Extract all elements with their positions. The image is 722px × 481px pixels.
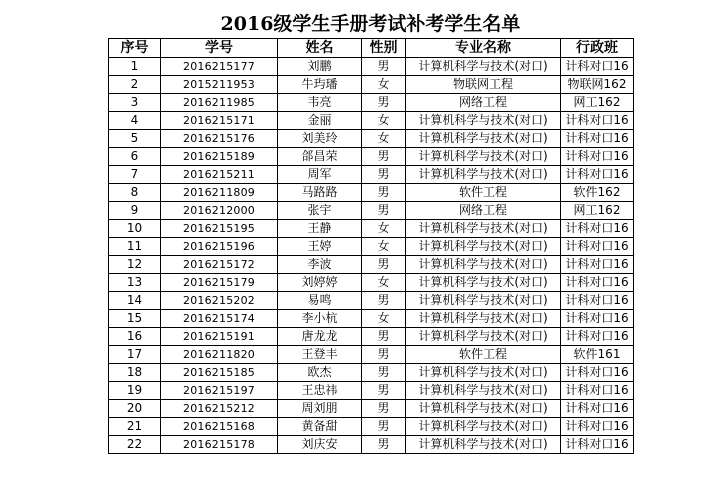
cell-major[interactable]: 计算机科学与技术(对口) bbox=[406, 436, 561, 454]
column-header-student-id[interactable]: 学号 bbox=[161, 39, 278, 58]
cell-class[interactable]: 计科对口16 bbox=[561, 310, 634, 328]
cell-gender[interactable]: 男 bbox=[362, 58, 406, 76]
cell-class[interactable]: 计科对口16 bbox=[561, 292, 634, 310]
cell-class[interactable]: 计科对口16 bbox=[561, 418, 634, 436]
cell-name[interactable]: 李小杭 bbox=[278, 310, 362, 328]
cell-gender[interactable]: 男 bbox=[362, 436, 406, 454]
cell-no[interactable]: 3 bbox=[109, 94, 161, 112]
cell-no[interactable]: 1 bbox=[109, 58, 161, 76]
cell-student-id[interactable]: 2016215189 bbox=[161, 148, 278, 166]
cell-name[interactable]: 欧杰 bbox=[278, 364, 362, 382]
cell-student-id[interactable]: 2016215177 bbox=[161, 58, 278, 76]
cell-class[interactable]: 计科对口16 bbox=[561, 274, 634, 292]
table-row bbox=[109, 328, 634, 346]
cell-major[interactable]: 软件工程 bbox=[406, 346, 561, 364]
table-row bbox=[109, 292, 634, 310]
cell-major[interactable]: 计算机科学与技术(对口) bbox=[406, 328, 561, 346]
cell-name[interactable]: 王忠祎 bbox=[278, 382, 362, 400]
cell-student-id[interactable]: 2015211953 bbox=[161, 76, 278, 94]
cell-major[interactable]: 计算机科学与技术(对口) bbox=[406, 130, 561, 148]
cell-gender[interactable]: 女 bbox=[362, 310, 406, 328]
cell-student-id[interactable]: 2016212000 bbox=[161, 202, 278, 220]
cell-name[interactable]: 周刘朋 bbox=[278, 400, 362, 418]
cell-student-id[interactable]: 2016215195 bbox=[161, 220, 278, 238]
cell-name[interactable]: 易鸣 bbox=[278, 292, 362, 310]
cell-no[interactable]: 12 bbox=[109, 256, 161, 274]
table-row bbox=[109, 76, 634, 94]
cell-no[interactable]: 9 bbox=[109, 202, 161, 220]
cell-no[interactable]: 7 bbox=[109, 166, 161, 184]
table-row bbox=[109, 202, 634, 220]
cell-class[interactable]: 计科对口16 bbox=[561, 148, 634, 166]
table-row bbox=[109, 94, 634, 112]
cell-student-id[interactable]: 2016215176 bbox=[161, 130, 278, 148]
cell-no[interactable]: 21 bbox=[109, 418, 161, 436]
cell-gender[interactable]: 女 bbox=[362, 238, 406, 256]
cell-major[interactable]: 计算机科学与技术(对口) bbox=[406, 418, 561, 436]
cell-major[interactable]: 计算机科学与技术(对口) bbox=[406, 400, 561, 418]
cell-class[interactable]: 网工162 bbox=[561, 94, 634, 112]
cell-no[interactable]: 14 bbox=[109, 292, 161, 310]
cell-name[interactable]: 马路路 bbox=[278, 184, 362, 202]
cell-name[interactable]: 韦亮 bbox=[278, 94, 362, 112]
makeup-exam-roster-table bbox=[108, 38, 634, 454]
table-row bbox=[109, 436, 634, 454]
cell-student-id[interactable]: 2016215172 bbox=[161, 256, 278, 274]
column-header-name[interactable]: 姓名 bbox=[278, 39, 362, 58]
cell-student-id[interactable]: 2016215211 bbox=[161, 166, 278, 184]
cell-name[interactable]: 金丽 bbox=[278, 112, 362, 130]
cell-no[interactable]: 6 bbox=[109, 148, 161, 166]
cell-class[interactable]: 计科对口16 bbox=[561, 238, 634, 256]
cell-student-id[interactable]: 2016215179 bbox=[161, 274, 278, 292]
cell-major[interactable]: 计算机科学与技术(对口) bbox=[406, 58, 561, 76]
cell-gender[interactable]: 女 bbox=[362, 112, 406, 130]
cell-student-id[interactable]: 2016211809 bbox=[161, 184, 278, 202]
cell-gender[interactable]: 女 bbox=[362, 130, 406, 148]
cell-major[interactable]: 计算机科学与技术(对口) bbox=[406, 238, 561, 256]
cell-no[interactable]: 5 bbox=[109, 130, 161, 148]
cell-name[interactable]: 周军 bbox=[278, 166, 362, 184]
cell-class[interactable]: 计科对口16 bbox=[561, 112, 634, 130]
column-header-gender[interactable]: 性别 bbox=[362, 39, 406, 58]
cell-name[interactable]: 郃昌荣 bbox=[278, 148, 362, 166]
cell-student-id[interactable]: 2016215191 bbox=[161, 328, 278, 346]
cell-student-id[interactable]: 2016215174 bbox=[161, 310, 278, 328]
cell-gender[interactable]: 男 bbox=[362, 418, 406, 436]
cell-class[interactable]: 物联网162 bbox=[561, 76, 634, 94]
cell-class[interactable]: 软件162 bbox=[561, 184, 634, 202]
table-row bbox=[109, 130, 634, 148]
cell-gender[interactable]: 男 bbox=[362, 292, 406, 310]
table-row bbox=[109, 112, 634, 130]
cell-class[interactable]: 计科对口16 bbox=[561, 58, 634, 76]
cell-no[interactable]: 18 bbox=[109, 364, 161, 382]
cell-no[interactable]: 22 bbox=[109, 436, 161, 454]
cell-student-id[interactable]: 2016211985 bbox=[161, 94, 278, 112]
cell-gender[interactable]: 男 bbox=[362, 364, 406, 382]
cell-name[interactable]: 王婷 bbox=[278, 238, 362, 256]
cell-class[interactable]: 计科对口16 bbox=[561, 436, 634, 454]
header-row bbox=[109, 39, 634, 58]
cell-name[interactable]: 牛玙璠 bbox=[278, 76, 362, 94]
table-row bbox=[109, 400, 634, 418]
cell-major[interactable]: 计算机科学与技术(对口) bbox=[406, 310, 561, 328]
cell-gender[interactable]: 男 bbox=[362, 94, 406, 112]
cell-name[interactable]: 张宇 bbox=[278, 202, 362, 220]
cell-gender[interactable]: 男 bbox=[362, 202, 406, 220]
cell-no[interactable]: 10 bbox=[109, 220, 161, 238]
cell-major[interactable]: 计算机科学与技术(对口) bbox=[406, 148, 561, 166]
table-row bbox=[109, 148, 634, 166]
table-row bbox=[109, 184, 634, 202]
cell-gender[interactable]: 男 bbox=[362, 346, 406, 364]
cell-student-id[interactable]: 2016215178 bbox=[161, 436, 278, 454]
cell-major[interactable]: 网络工程 bbox=[406, 94, 561, 112]
cell-major[interactable]: 计算机科学与技术(对口) bbox=[406, 292, 561, 310]
cell-name[interactable]: 黄备甜 bbox=[278, 418, 362, 436]
cell-name[interactable]: 刘婷婷 bbox=[278, 274, 362, 292]
cell-no[interactable]: 11 bbox=[109, 238, 161, 256]
cell-name[interactable]: 唐龙龙 bbox=[278, 328, 362, 346]
cell-class[interactable]: 计科对口16 bbox=[561, 328, 634, 346]
cell-major[interactable]: 计算机科学与技术(对口) bbox=[406, 256, 561, 274]
table-header bbox=[109, 39, 634, 58]
cell-gender[interactable]: 男 bbox=[362, 382, 406, 400]
table-row bbox=[109, 166, 634, 184]
cell-gender[interactable]: 男 bbox=[362, 328, 406, 346]
cell-gender[interactable]: 男 bbox=[362, 184, 406, 202]
cell-gender[interactable]: 男 bbox=[362, 148, 406, 166]
cell-gender[interactable]: 男 bbox=[362, 400, 406, 418]
cell-major[interactable]: 计算机科学与技术(对口) bbox=[406, 166, 561, 184]
cell-student-id[interactable]: 2016211820 bbox=[161, 346, 278, 364]
cell-name[interactable]: 刘鹏 bbox=[278, 58, 362, 76]
cell-gender[interactable]: 男 bbox=[362, 256, 406, 274]
cell-major[interactable]: 计算机科学与技术(对口) bbox=[406, 112, 561, 130]
cell-class[interactable]: 计科对口16 bbox=[561, 256, 634, 274]
cell-name[interactable]: 李波 bbox=[278, 256, 362, 274]
cell-student-id[interactable]: 2016215202 bbox=[161, 292, 278, 310]
cell-major[interactable]: 软件工程 bbox=[406, 184, 561, 202]
cell-no[interactable]: 17 bbox=[109, 346, 161, 364]
cell-class[interactable]: 计科对口16 bbox=[561, 130, 634, 148]
cell-major[interactable]: 计算机科学与技术(对口) bbox=[406, 382, 561, 400]
column-header-no[interactable]: 序号 bbox=[109, 39, 161, 58]
cell-no[interactable]: 2 bbox=[109, 76, 161, 94]
cell-no[interactable]: 8 bbox=[109, 184, 161, 202]
column-header-major[interactable]: 专业名称 bbox=[406, 39, 561, 58]
table-row bbox=[109, 220, 634, 238]
cell-no[interactable]: 20 bbox=[109, 400, 161, 418]
page-title: 2016级学生手册考试补考学生名单 bbox=[220, 13, 521, 35]
cell-major[interactable]: 计算机科学与技术(对口) bbox=[406, 274, 561, 292]
cell-major[interactable]: 物联网工程 bbox=[406, 76, 561, 94]
table-row bbox=[109, 274, 634, 292]
cell-student-id[interactable]: 2016215197 bbox=[161, 382, 278, 400]
cell-class[interactable]: 计科对口16 bbox=[561, 364, 634, 382]
cell-student-id[interactable]: 2016215171 bbox=[161, 112, 278, 130]
cell-major[interactable]: 计算机科学与技术(对口) bbox=[406, 220, 561, 238]
cell-student-id[interactable]: 2016215196 bbox=[161, 238, 278, 256]
cell-student-id[interactable]: 2016215168 bbox=[161, 418, 278, 436]
table-row bbox=[109, 58, 634, 76]
cell-gender[interactable]: 女 bbox=[362, 220, 406, 238]
cell-class[interactable]: 网工162 bbox=[561, 202, 634, 220]
table-row bbox=[109, 382, 634, 400]
cell-no[interactable]: 15 bbox=[109, 310, 161, 328]
cell-name[interactable]: 刘庆安 bbox=[278, 436, 362, 454]
cell-class[interactable]: 计科对口16 bbox=[561, 400, 634, 418]
cell-name[interactable]: 刘美玲 bbox=[278, 130, 362, 148]
table-row bbox=[109, 346, 634, 364]
column-header-class[interactable]: 行政班 bbox=[561, 39, 634, 58]
cell-major[interactable]: 网络工程 bbox=[406, 202, 561, 220]
cell-name[interactable]: 王静 bbox=[278, 220, 362, 238]
table-row bbox=[109, 418, 634, 436]
cell-class[interactable]: 软件161 bbox=[561, 346, 634, 364]
cell-no[interactable]: 4 bbox=[109, 112, 161, 130]
table-row bbox=[109, 310, 634, 328]
cell-class[interactable]: 计科对口16 bbox=[561, 166, 634, 184]
cell-class[interactable]: 计科对口16 bbox=[561, 382, 634, 400]
table-body bbox=[109, 58, 634, 454]
table-row bbox=[109, 256, 634, 274]
cell-student-id[interactable]: 2016215212 bbox=[161, 400, 278, 418]
cell-name[interactable]: 王登丰 bbox=[278, 346, 362, 364]
cell-no[interactable]: 16 bbox=[109, 328, 161, 346]
cell-gender[interactable]: 男 bbox=[362, 166, 406, 184]
cell-gender[interactable]: 女 bbox=[362, 76, 406, 94]
cell-major[interactable]: 计算机科学与技术(对口) bbox=[406, 364, 561, 382]
cell-student-id[interactable]: 2016215185 bbox=[161, 364, 278, 382]
table-row bbox=[109, 238, 634, 256]
cell-gender[interactable]: 女 bbox=[362, 274, 406, 292]
cell-no[interactable]: 19 bbox=[109, 382, 161, 400]
cell-no[interactable]: 13 bbox=[109, 274, 161, 292]
cell-class[interactable]: 计科对口16 bbox=[561, 220, 634, 238]
table-row bbox=[109, 364, 634, 382]
